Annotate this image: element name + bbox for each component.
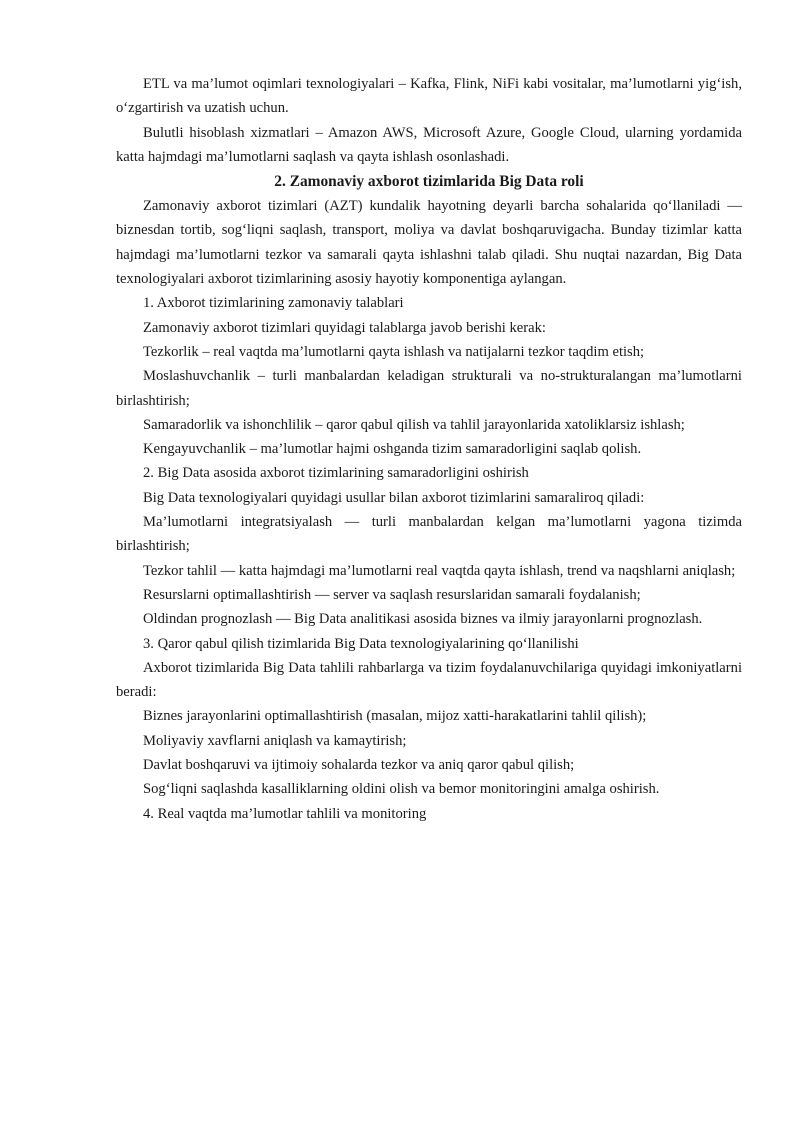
paragraph: Bulutli hisoblash xizmatlari – Amazon AWS, Microsoft Azure, Google Cloud, ularning yordamida katta hajmdagi ma’lumotlarni saqlash va qayta ishlash osonlashadi. xyxy=(116,124,742,165)
paragraph: ETL va ma’lumot oqimlari texnologiyalari – Kafka, Flink, NiFi kabi vositalar, ma’lumotlarni yig‘ish, o‘zgartirish va uzatish uchun. xyxy=(116,76,742,117)
paragraph: Sog‘liqni saqlashda kasalliklarning oldini olish va bemor monitoringini amalga oshirish. xyxy=(143,781,660,798)
paragraph: Ma’lumotlarni integratsiyalash — turli manbalardan kelgan ma’lumotlarni yagona tizimda birlashtirish; xyxy=(116,514,742,555)
paragraph: 2. Big Data asosida axborot tizimlarining samaradorligini oshirish xyxy=(143,465,529,482)
paragraph: Oldindan prognozlash — Big Data analitikasi asosida biznes va ilmiy jarayonlarni prognozlash. xyxy=(143,611,703,628)
paragraph: Zamonaviy axborot tizimlari (AZT) kundalik hayotning deyarli barcha sohalarida qo‘llaniladi — biznesdan tortib, sog‘liqni saqlash, transport, moliya va davlat boshqaruvigacha. Bunday tizimlar katta hajmdagi ma’lumotlarni tezkor va samarali qayta ishlashni talab qiladi. Shu nuqtai nazardan, Big Data texnologiyalari axborot tizimlarining asosiy hayotiy komponentiga aylangan. xyxy=(116,198,742,288)
paragraph: Big Data texnologiyalari quyidagi usullar bilan axborot tizimlarini samaraliroq qiladi: xyxy=(143,489,645,506)
document-page xyxy=(116,72,742,826)
paragraph: Tezkorlik – real vaqtda ma’lumotlarni qayta ishlash va natijalarni tezkor taqdim etish; xyxy=(143,343,645,360)
paragraph: Moslashuvchanlik – turli manbalardan keladigan strukturali va no-strukturalangan ma’lumotlarni birlashtirish; xyxy=(116,368,742,409)
paragraph: Axborot tizimlarida Big Data tahlili rahbarlarga va tizim foydalanuvchilariga quyidagi imkoniyatlarni beradi: xyxy=(116,659,742,701)
paragraph: Zamonaviy axborot tizimlari quyidagi talablarga javob berishi kerak: xyxy=(143,319,546,336)
paragraph: Moliyaviy xavflarni aniqlash va kamaytirish; xyxy=(143,732,407,749)
paragraph: 1. Axborot tizimlarining zamonaviy talablari xyxy=(143,295,404,312)
paragraph: Kengayuvchanlik – ma’lumotlar hajmi oshganda tizim samaradorligini saqlab qolish. xyxy=(143,441,642,458)
paragraph: 3. Qaror qabul qilish tizimlarida Big Data texnologiyalarining qo‘llanilishi xyxy=(143,635,579,652)
paragraph: Davlat boshqaruvi va ijtimoiy sohalarda tezkor va aniq qaror qabul qilish; xyxy=(143,757,575,774)
paragraph: Tezkor tahlil — katta hajmdagi ma’lumotlarni real vaqtda qayta ishlash, trend va naqshlarni aniqlash; xyxy=(143,562,736,579)
paragraph: Resurslarni optimallashtirish — server va saqlash resurslaridan samarali foydalanish; xyxy=(143,586,641,603)
paragraph: Samaradorlik va ishonchlilik – qaror qabul qilish va tahlil jarayonlarida xatoliklarsiz ishlash; xyxy=(143,416,685,433)
paragraph: 4. Real vaqtda ma’lumotlar tahlili va monitoring xyxy=(143,805,427,822)
section-heading: 2. Zamonaviy axborot tizimlarida Big Data roli xyxy=(274,173,584,191)
paragraph: Biznes jarayonlarini optimallashtirish (masalan, mijoz xatti-harakatlarini tahlil qilish); xyxy=(143,708,647,725)
